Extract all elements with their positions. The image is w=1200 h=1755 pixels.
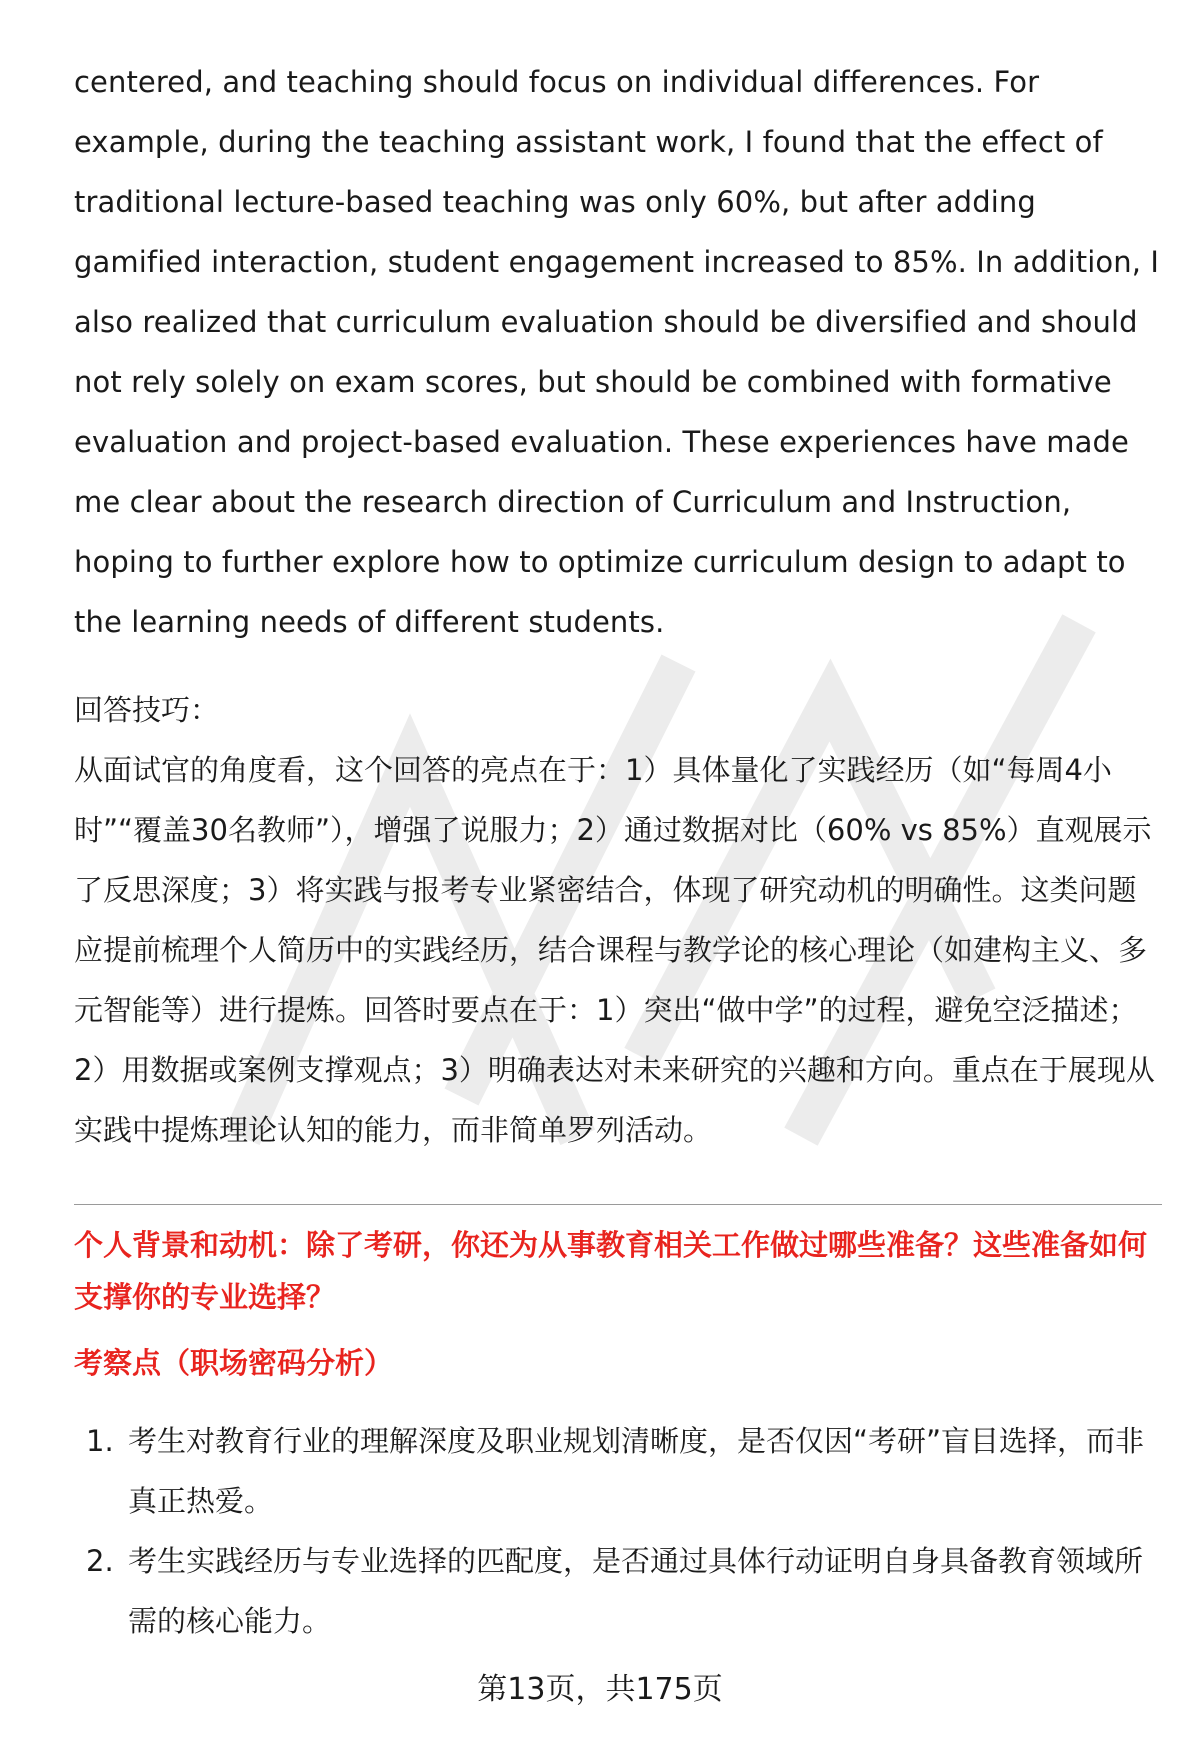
page-number-footer: 第13页，共175页 [477, 1672, 723, 1707]
list-item-number: 1. [86, 1424, 114, 1458]
answer-paragraph: centered, and teaching should focus on individual differences. For example, during the teaching assistant work, I found that the effect of traditional lecture-based teaching was only 60%, but after adding gamified interaction, student engagement increased to 85%. In addition, I also realized that curriculum evaluation should be diversified and should not rely solely on exam scores, but should be combined with formative evaluation and project-based evaluation. These experiences have made me clear about the research direction of Curriculum and Instruction, hoping to further explore how to optimize curriculum design to adapt to the learning needs of different students. [74, 65, 1160, 639]
list-item-text: 考生对教育行业的理解深度及职业规划清晰度，是否仅因“考研”盲目选择，而非真正热爱。 [128, 1424, 1145, 1518]
tips-label: 回答技巧： [74, 693, 220, 727]
list-item-text: 考生实践经历与专业选择的匹配度，是否通过具体行动证明自身具备教育领域所需的核心能力。 [128, 1544, 1144, 1638]
list-item-number: 2. [86, 1544, 114, 1578]
main-content [74, 52, 1162, 1651]
assessment-points-list [74, 1411, 1162, 1651]
question-heading: 个人背景和动机：除了考研，你还为从事教育相关工作做过哪些准备？这些准备如何支撑你的专业选择？ [74, 1228, 1148, 1314]
section-divider [74, 1204, 1162, 1205]
question-subheading: 考察点（职场密码分析） [74, 1346, 394, 1380]
list-item [74, 1411, 1162, 1531]
list-item [74, 1531, 1162, 1651]
tips-paragraph: 从面试官的角度看，这个回答的亮点在于：1）具体量化了实践经历（如“每周4小时”“覆盖30名教师”），增强了说服力；2）通过数据对比（60% vs 85%）直观展示了反思深度；3）将实践与报考专业紧密结合，体现了研究动机的明确性。这类问题应提前梳理个人简历中的实践经历，结合课程与教学论的核心理论（如建构主义、多元智能等）进行提炼。回答时要点在于：1）突出“做中学”的过程，避免空泛描述；2）用数据或案例支撑观点；3）明确表达对未来研究的兴趣和方向。重点在于展现从实践中提炼理论认知的能力，而非简单罗列活动。 [74, 753, 1155, 1147]
